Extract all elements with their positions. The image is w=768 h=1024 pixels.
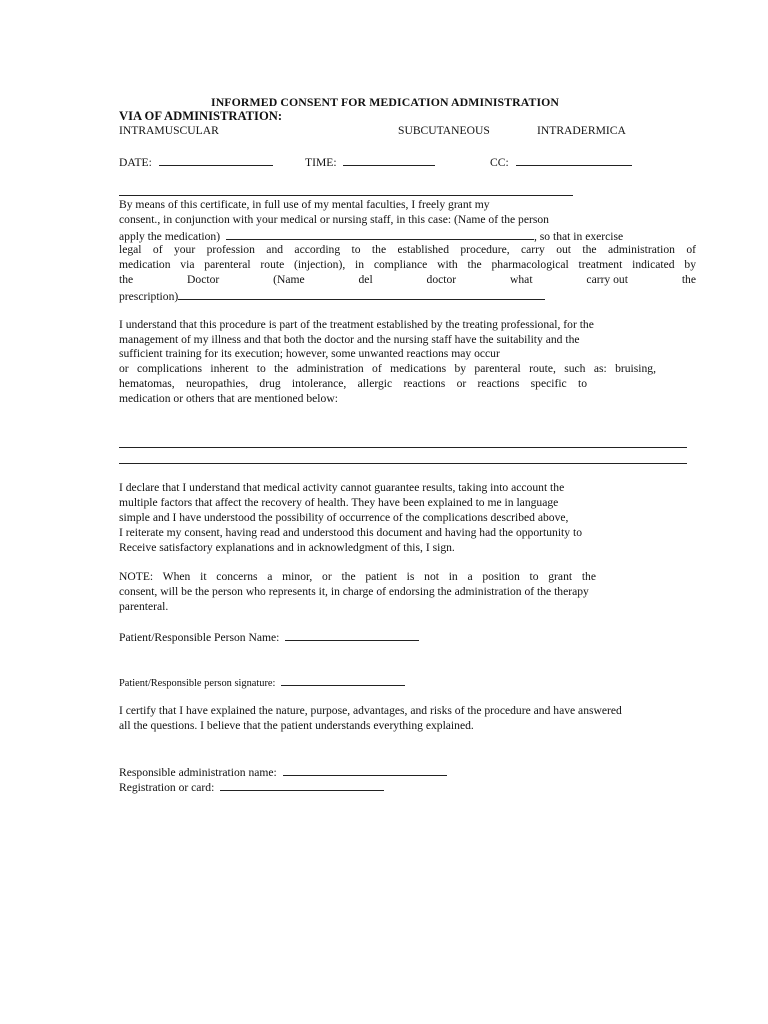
reactions-blank-line-1[interactable] [119, 447, 687, 448]
date-label: DATE: [119, 156, 152, 169]
prescription-label: prescription) [119, 290, 179, 303]
para1-line3-start: apply the medication) [119, 230, 221, 243]
para2-line4 [119, 362, 656, 376]
para1-line6-word: what [510, 273, 533, 286]
cc-blank[interactable] [516, 154, 632, 166]
document-title: INFORMED CONSENT FOR MEDICATION ADMINISTRATION [211, 95, 560, 109]
para3-line5: Receive satisfactory explanations and in acknowledgment of this, I sign. [119, 541, 455, 554]
para2-line4-text: or complications inherent to the administration of medications by parenteral route, such as: bruising, [119, 362, 656, 375]
para1-line3-end: , so that in exercise [534, 230, 624, 243]
doctor-name-blank[interactable] [178, 288, 545, 300]
registration-blank[interactable] [220, 779, 384, 791]
para2-line6: medication or others that are mentioned below: [119, 392, 338, 405]
para1-line1: By means of this certificate, in full use of my mental faculties, I freely grant my [119, 198, 490, 211]
note-line2: consent, will be the person who represents it, in charge of endorsing the administration of the therapy [119, 585, 589, 598]
time-field [305, 154, 435, 170]
para1-line6-word: Doctor [187, 273, 220, 286]
reactions-blank-line-2[interactable] [119, 463, 687, 464]
para1-line7 [119, 288, 545, 304]
cc-field [490, 154, 632, 170]
date-field [119, 154, 273, 170]
para1-line6-word: doctor [426, 273, 457, 286]
para2-line2: management of my illness and that both the doctor and the nursing staff have the suitability and the [119, 333, 580, 346]
para1-line2: consent., in conjunction with your medical or nursing staff, in this case: (Name of the person [119, 213, 549, 226]
time-blank[interactable] [343, 154, 435, 166]
para3-line4: I reiterate my consent, having read and understood this document and having had the opportunity to [119, 526, 582, 539]
route-intradermica: INTRADERMICA [537, 124, 626, 137]
para2-line1: I understand that this procedure is part of the treatment established by the treating professional, for the [119, 318, 594, 331]
registration-label: Registration or card: [119, 781, 215, 794]
registration-field [119, 779, 384, 795]
para1-line6-word: carry out [586, 273, 628, 286]
cc-label: CC: [490, 156, 509, 169]
top-separator-line [119, 195, 573, 196]
para1-line6-word: the [119, 273, 134, 286]
para1-line5 [119, 258, 696, 272]
time-label: TIME: [305, 156, 337, 169]
para1-line6-word: (Name [273, 273, 305, 286]
para3-line3: simple and I have understood the possibility of occurrence of the complications described above, [119, 511, 569, 524]
para2-line3: sufficient training for its execution; however, some unwanted reactions may occur [119, 347, 500, 360]
route-intramuscular: INTRAMUSCULAR [119, 124, 219, 137]
admin-name-field [119, 764, 447, 780]
note-line3: parenteral. [119, 600, 169, 613]
note-line1 [119, 570, 596, 584]
para3-line2: multiple factors that affect the recovery of health. They have been explained to me in language [119, 496, 559, 509]
certify-line2: all the questions. I believe that the patient understands everything explained. [119, 719, 474, 732]
para1-line4-text: legal of your profession and according to the established procedure, carry out the administration of [119, 243, 696, 256]
patient-name-blank[interactable] [285, 629, 419, 641]
para2-line5-text: hematomas, neuropathies, drug intolerance, allergic reactions or reactions specific to [119, 377, 587, 390]
para1-line6 [119, 273, 696, 287]
para1-line3 [119, 228, 623, 244]
certify-line1: I certify that I have explained the nature, purpose, advantages, and risks of the procedure and have answered [119, 704, 622, 717]
para1-line5-text: medication via parenteral route (injection), in compliance with the pharmacological treatment indicated by [119, 258, 696, 271]
route-subcutaneous: SUBCUTANEOUS [398, 124, 490, 137]
person-name-blank[interactable] [226, 228, 534, 240]
admin-name-label: Responsible administration name: [119, 766, 277, 779]
para1-line6-word: the [681, 273, 696, 286]
para1-line6-word: del [358, 273, 373, 286]
patient-signature-field [119, 674, 405, 691]
para3-line1: I declare that I understand that medical activity cannot guarantee results, taking into account the [119, 481, 565, 494]
para1-line4 [119, 243, 696, 257]
via-of-administration-heading: VIA OF ADMINISTRATION: [119, 109, 283, 123]
admin-name-blank[interactable] [283, 764, 447, 776]
date-blank[interactable] [159, 154, 273, 166]
patient-name-field [119, 629, 419, 645]
patient-signature-blank[interactable] [281, 674, 405, 686]
note-line1-text: NOTE: When it concerns a minor, or the patient is not in a position to grant the [119, 570, 596, 583]
para2-line5 [119, 377, 587, 391]
patient-signature-label: Patient/Responsible person signature: [119, 678, 276, 689]
patient-name-label: Patient/Responsible Person Name: [119, 631, 280, 644]
